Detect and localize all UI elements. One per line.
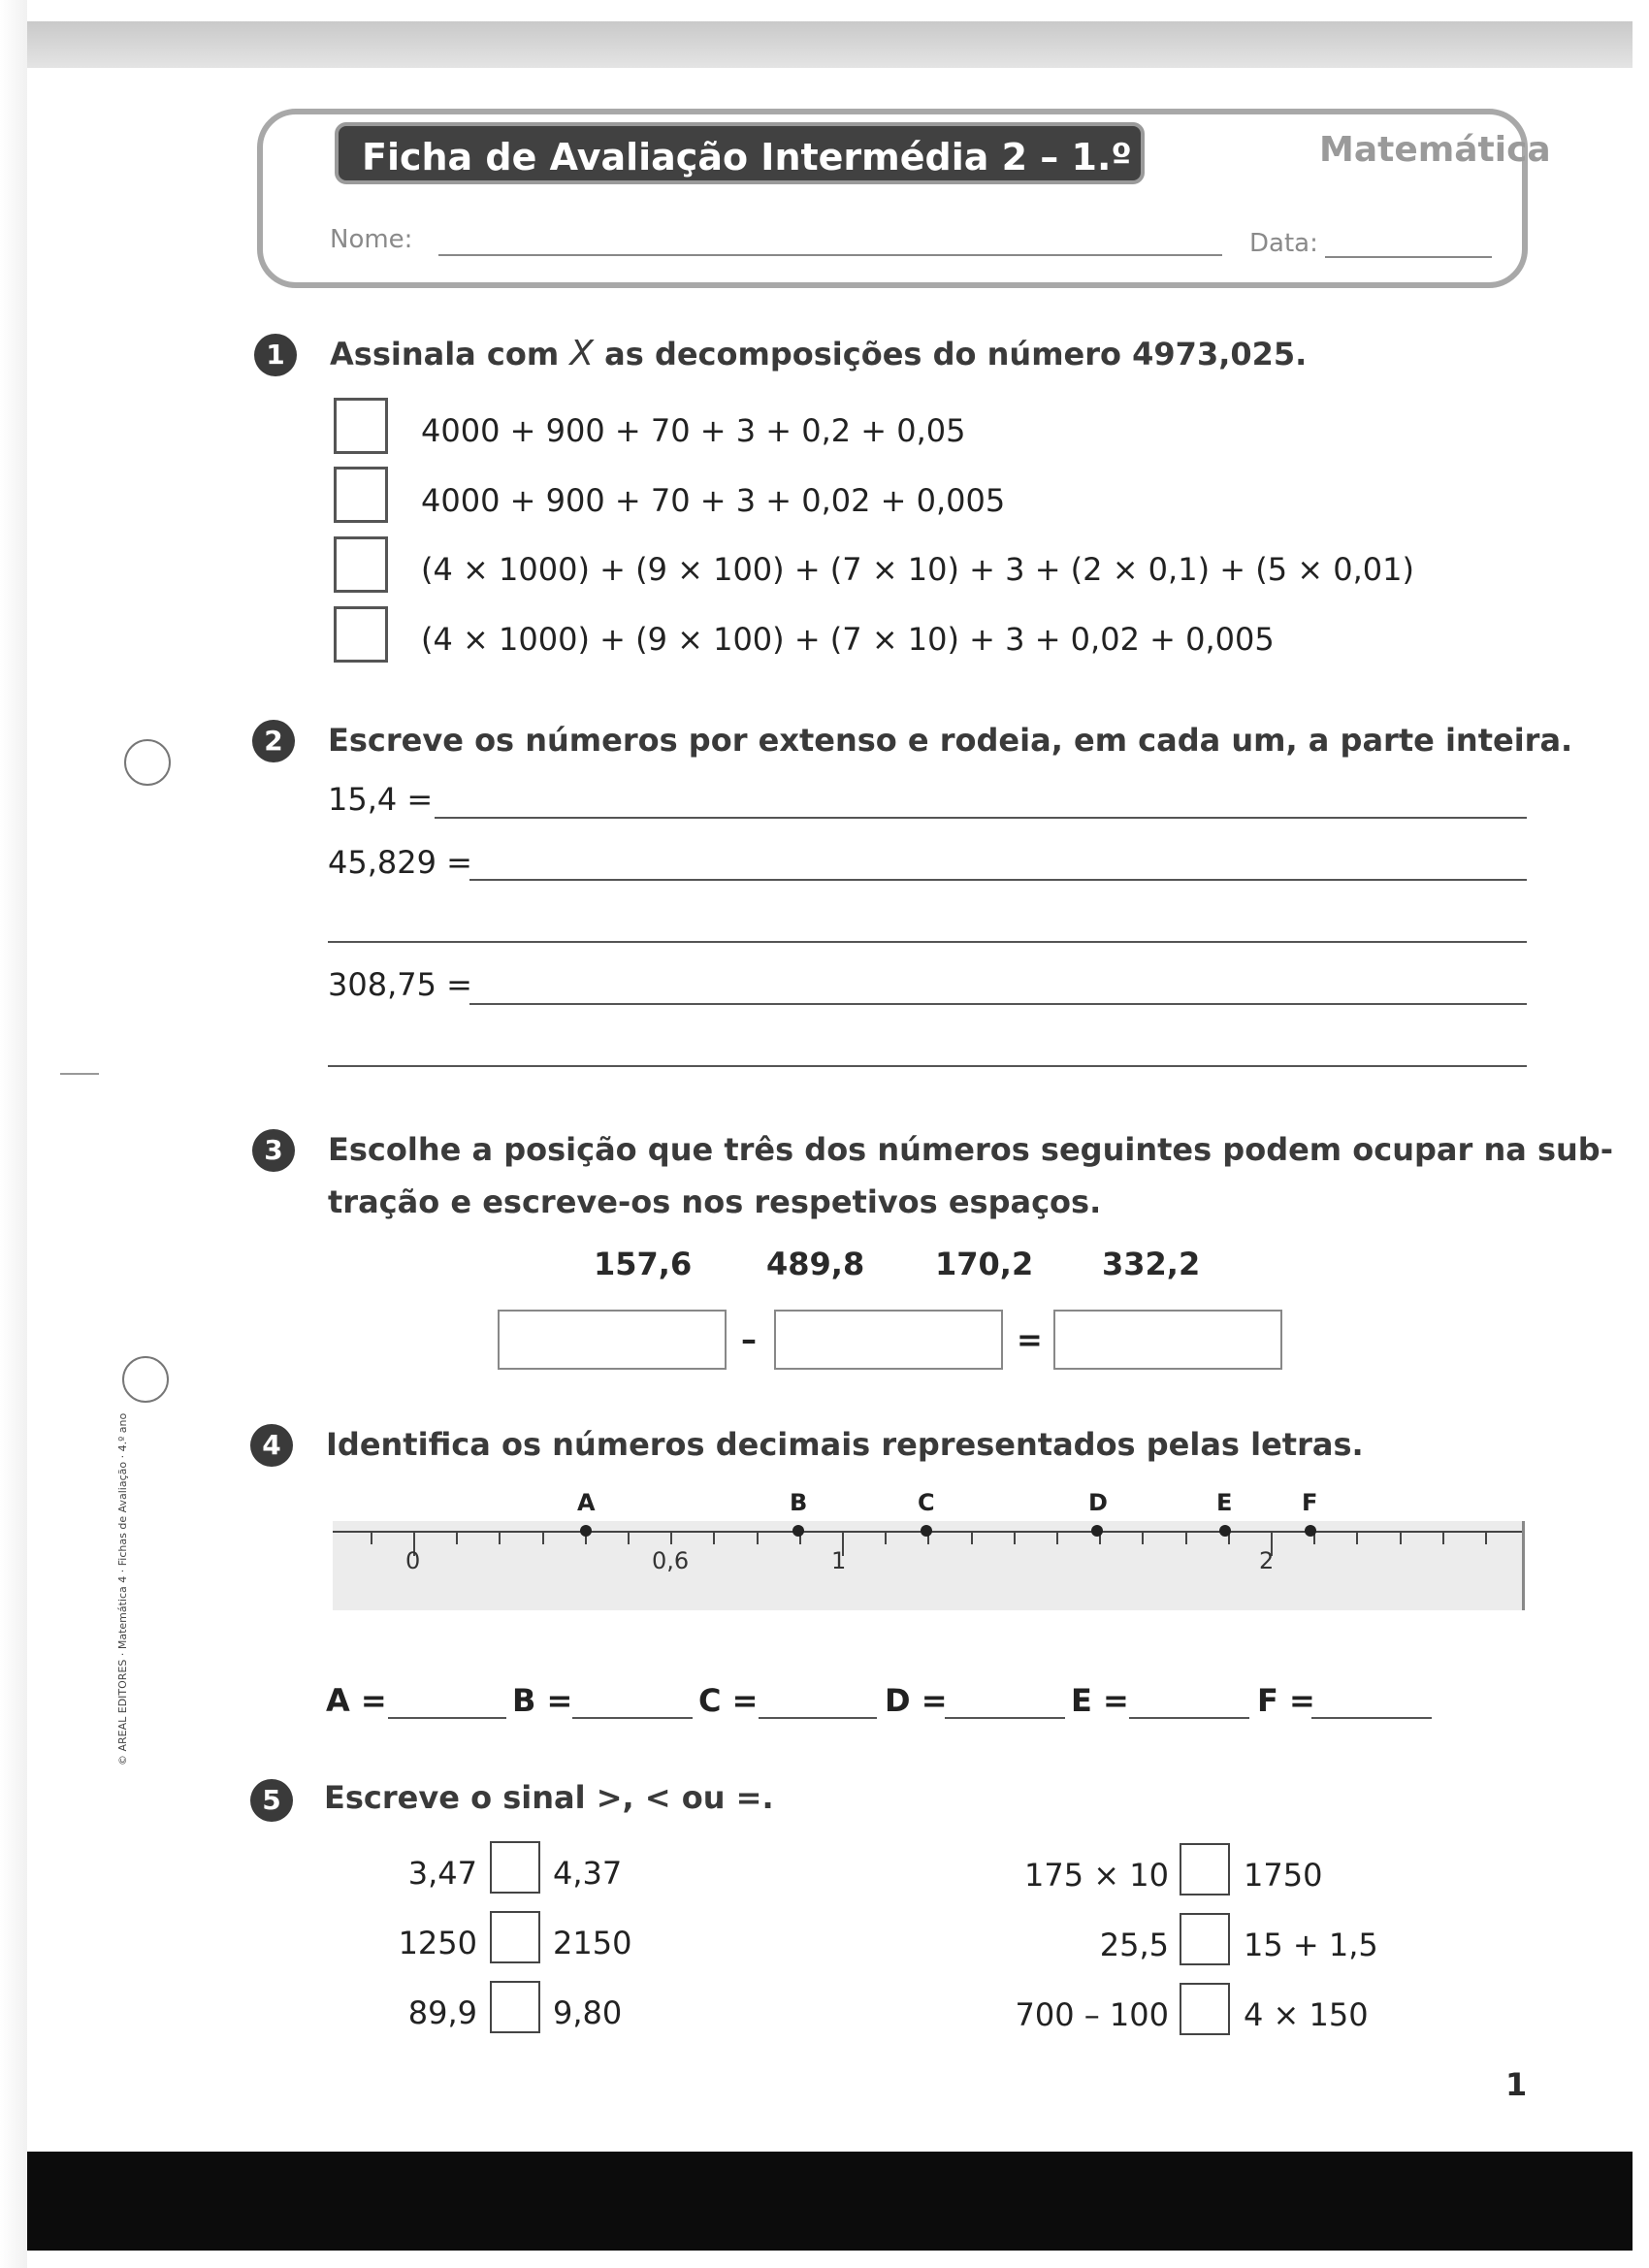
binder-hole-bottom <box>122 1356 169 1403</box>
point-b-label: B <box>790 1489 808 1516</box>
name-label: Nome: <box>330 225 413 254</box>
answer-d-line[interactable] <box>945 1717 1065 1719</box>
answer-b-line[interactable] <box>572 1717 693 1719</box>
question-3-prompt-line2: tração e escreve-os nos respetivos espaços. <box>328 1183 1102 1220</box>
q3-number-3: 170,2 <box>935 1246 1034 1282</box>
answer-d-label: D = <box>885 1682 948 1719</box>
q5-left-box-2[interactable] <box>490 1911 540 1963</box>
number-line-tick <box>1356 1531 1358 1544</box>
q1-option-4: (4 × 1000) + (9 × 100) + (7 × 10) + 3 + 0,02 + 0,005 <box>421 621 1275 658</box>
q5-right-b-2: 15 + 1,5 <box>1244 1927 1378 1963</box>
q5-right-box-1[interactable] <box>1180 1843 1230 1895</box>
q5-right-b-3: 4 × 150 <box>1244 1996 1369 2033</box>
point-e-marker <box>1219 1525 1231 1537</box>
q2-item-3: 308,75 = <box>328 966 472 1003</box>
question-3-number: 3 <box>252 1129 295 1172</box>
minus-sign: – <box>741 1321 757 1358</box>
q2-answer-line-1[interactable] <box>435 817 1527 819</box>
question-5-prompt: Escreve o sinal >, < ou =. <box>324 1779 774 1816</box>
q1-option-2: 4000 + 900 + 70 + 3 + 0,02 + 0,005 <box>421 482 1006 519</box>
number-line-tick <box>542 1531 544 1544</box>
page-number: 1 <box>1505 2066 1528 2103</box>
point-c-label: C <box>918 1489 935 1516</box>
q1-checkbox-3[interactable] <box>334 536 388 593</box>
binder-hole-top <box>124 739 171 786</box>
q3-number-4: 332,2 <box>1102 1246 1201 1282</box>
x-mark-icon: X <box>569 334 595 373</box>
q2-answer-line-2[interactable] <box>469 879 1527 881</box>
q5-right-a-2: 25,5 <box>1099 1927 1169 1963</box>
q5-left-a-1: 3,47 <box>407 1855 477 1892</box>
point-a-label: A <box>577 1489 596 1516</box>
q5-left-b-2: 2150 <box>553 1925 632 1961</box>
answer-c-label: C = <box>698 1682 759 1719</box>
number-line-tick <box>713 1531 715 1544</box>
q3-minuend-box[interactable] <box>498 1310 727 1370</box>
q3-number-1: 157,6 <box>594 1246 693 1282</box>
q5-left-b-3: 9,80 <box>553 1994 623 2031</box>
question-2-prompt: Escreve os números por extenso e rodeia, em cada um, a parte inteira. <box>328 722 1573 759</box>
answer-e-label: E = <box>1071 1682 1129 1719</box>
q1-option-3: (4 × 1000) + (9 × 100) + (7 × 10) + 3 + (2 × 0,1) + (5 × 0,01) <box>421 551 1414 588</box>
question-1-prompt <box>330 334 1307 373</box>
q2-answer-line-4[interactable] <box>469 1003 1527 1005</box>
q3-subtrahend-box[interactable] <box>774 1310 1003 1370</box>
q5-right-a-1: 175 × 10 <box>1024 1857 1169 1894</box>
point-d-label: D <box>1088 1489 1108 1516</box>
number-line-tick <box>971 1531 973 1544</box>
number-line-tick <box>456 1531 458 1544</box>
date-field[interactable] <box>1325 256 1492 258</box>
number-line-tick <box>1485 1531 1487 1544</box>
question-1-text-b: as decomposições do número 4973,025. <box>604 336 1308 373</box>
subject-label: Matemática <box>1319 130 1551 170</box>
number-line <box>333 1521 1522 1610</box>
q5-left-box-1[interactable] <box>490 1841 540 1894</box>
publisher-side-text: © AREAL EDITORES · Matemática 4 · Fichas de Avaliação · 4.º ano <box>116 1412 129 1766</box>
number-line-tick <box>670 1531 672 1544</box>
tick-label-1: 1 <box>831 1547 847 1574</box>
question-3-prompt-line1: Escolhe a posição que três dos números seguintes podem ocupar na sub- <box>328 1131 1613 1168</box>
tick-label-2: 2 <box>1259 1547 1275 1574</box>
q3-result-box[interactable] <box>1053 1310 1282 1370</box>
q3-number-2: 489,8 <box>766 1246 865 1282</box>
question-1-text-a: Assinala com <box>330 336 560 373</box>
q5-left-a-2: 1250 <box>398 1925 477 1961</box>
answer-a-label: A = <box>326 1682 387 1719</box>
point-a-marker <box>580 1525 592 1537</box>
scan-left-edge <box>0 0 27 2268</box>
point-f-label: F <box>1302 1489 1318 1516</box>
q1-checkbox-2[interactable] <box>334 467 388 523</box>
tick-label-0: 0 <box>405 1547 421 1574</box>
number-line-tick <box>757 1531 759 1544</box>
point-d-marker <box>1091 1525 1103 1537</box>
number-line-tick <box>1142 1531 1144 1544</box>
answer-e-line[interactable] <box>1129 1717 1249 1719</box>
q2-answer-line-5[interactable] <box>328 1065 1527 1067</box>
q1-checkbox-1[interactable] <box>334 398 388 454</box>
q2-answer-line-3[interactable] <box>328 941 1527 943</box>
number-line-tick <box>1442 1531 1444 1544</box>
number-line-tick <box>499 1531 501 1544</box>
number-line-tick <box>885 1531 887 1544</box>
question-5-number: 5 <box>250 1779 293 1822</box>
number-line-tick <box>628 1531 630 1544</box>
question-4-prompt: Identifica os números decimais representados pelas letras. <box>326 1426 1364 1463</box>
point-f-marker <box>1305 1525 1316 1537</box>
number-line-ruler <box>333 1521 1525 1610</box>
number-line-tick <box>1185 1531 1187 1544</box>
name-field[interactable] <box>438 254 1222 256</box>
q5-right-box-3[interactable] <box>1180 1983 1230 2035</box>
q2-item-1: 15,4 = <box>328 781 434 818</box>
point-b-marker <box>792 1525 804 1537</box>
answer-c-line[interactable] <box>759 1717 877 1719</box>
answer-b-label: B = <box>512 1682 573 1719</box>
question-2-number: 2 <box>252 720 295 762</box>
answer-f-label: F = <box>1257 1682 1315 1719</box>
q2-item-2: 45,829 = <box>328 844 472 881</box>
equals-sign: = <box>1017 1321 1043 1358</box>
answer-f-line[interactable] <box>1311 1717 1432 1719</box>
number-line-tick <box>371 1531 372 1544</box>
tick-label-0-6: 0,6 <box>652 1547 690 1574</box>
point-c-marker <box>921 1525 932 1537</box>
fold-mark <box>60 1073 99 1075</box>
number-line-tick <box>1400 1531 1402 1544</box>
question-4-number: 4 <box>250 1424 293 1467</box>
q5-right-a-3: 700 – 100 <box>1015 1996 1169 2033</box>
q1-option-1: 4000 + 900 + 70 + 3 + 0,2 + 0,05 <box>421 412 966 449</box>
date-label: Data: <box>1249 229 1318 258</box>
q1-checkbox-4[interactable] <box>334 606 388 663</box>
q5-left-box-3[interactable] <box>490 1981 540 2033</box>
scan-bottom-band <box>27 2152 1633 2251</box>
q5-left-a-3: 89,9 <box>407 1994 477 2031</box>
q5-right-b-1: 1750 <box>1244 1857 1323 1894</box>
worksheet-title: Ficha de Avaliação Intermédia 2 – 1.º Período <box>335 122 1145 184</box>
number-line-tick <box>1056 1531 1058 1544</box>
answer-a-line[interactable] <box>388 1717 506 1719</box>
scan-top-band <box>27 21 1633 68</box>
point-e-label: E <box>1216 1489 1233 1516</box>
q5-right-box-2[interactable] <box>1180 1913 1230 1965</box>
q5-left-b-1: 4,37 <box>553 1855 623 1892</box>
question-1-number: 1 <box>254 334 297 376</box>
number-line-tick <box>1014 1531 1016 1544</box>
